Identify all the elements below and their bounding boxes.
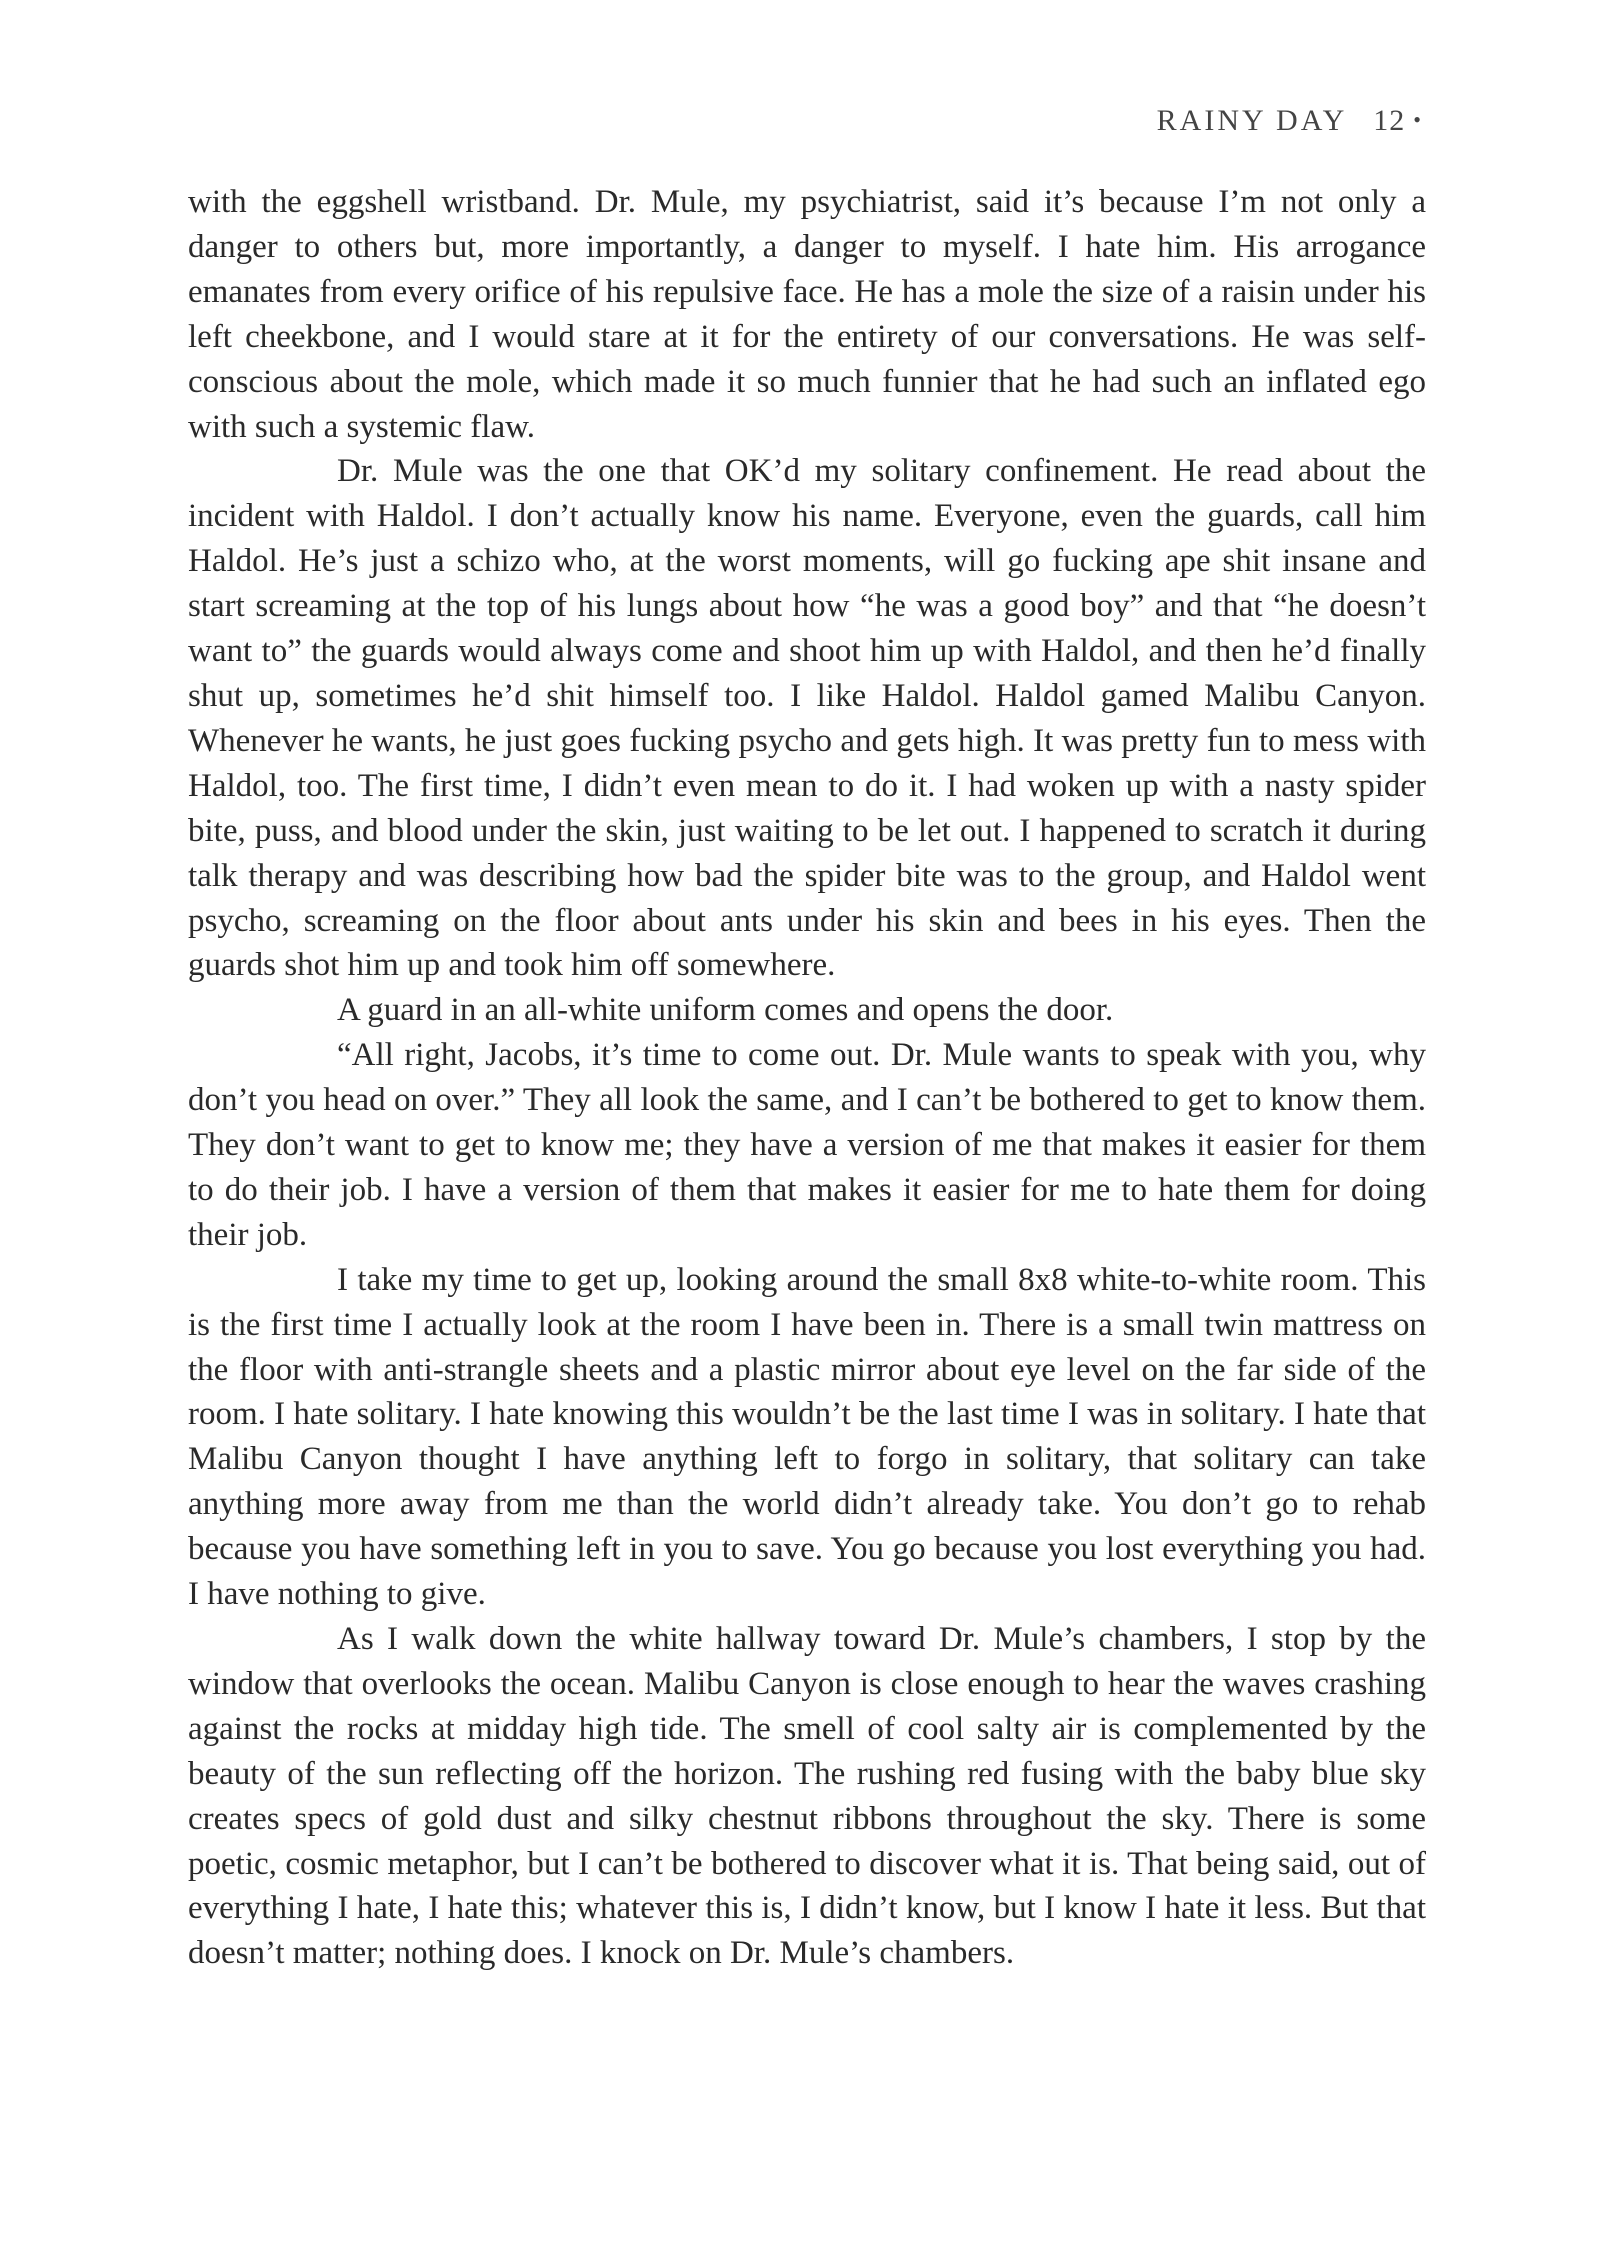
- paragraph: I take my time to get up, looking around the small 8x8 white-to-white room. This is the first time I actually look at the room I have been in. There is a small twin mattress on the floor with anti-strangle sheets and a plastic mirror about eye level on the far side of the room. I hate solitary. I hate knowing this wouldn’t be the last time I was in solitary. I hate that Malibu Canyon thought I have anything left to forgo in solitary, that solitary can take anything more away from me than the world didn’t already take. You don’t go to rehab because you have something left in you to save. You go because you lost everything you had. I have nothing to give.: [188, 1261, 1426, 1613]
- page-number: 12: [1373, 104, 1406, 137]
- bullet-ornament: •: [1413, 107, 1424, 132]
- paragraph: A guard in an all-white uniform comes and opens the door.: [337, 992, 1114, 1029]
- running-header: [1157, 104, 1424, 138]
- paragraph: As I walk down the white hallway toward Dr. Mule’s chambers, I stop by the window that overlooks the ocean. Malibu Canyon is close enough to hear the waves crashing against the rocks at midday high tide. The smell of cool salty air is complemented by the beauty of the sun reflecting off the horizon. The rushing red fusing with the baby blue sky creates specs of gold dust and silky chestnut ribbons throughout the sky. There is some poetic, cosmic metaphor, but I can’t be bothered to discover what it is. That being said, out of everything I hate, I hate this; whatever this is, I didn’t know, but I know I hate it less. But that doesn’t matter; nothing does. I knock on Dr. Mule’s chambers.: [188, 1621, 1426, 1972]
- running-header-title: RAINY DAY: [1156, 104, 1348, 137]
- paragraph: with the eggshell wristband. Dr. Mule, my psychiatrist, said it’s because I’m not only a danger to others but, more importantly, a danger to myself. I hate him. His arrogance emanates from every orifice of his repulsive face. He has a mole the size of a raisin under his left cheekbone, and I would stare at it for the entirety of our conversations. He was self-conscious about the mole, which made it so much funnier that he had such an inflated ego with such a systemic flaw.: [188, 184, 1426, 445]
- body-text: [188, 180, 1426, 1976]
- paragraph: Dr. Mule was the one that OK’d my solitary confinement. He read about the incident with Haldol. I don’t actually know his name. Everyone, even the guards, call him Haldol. He’s just a schizo who, at the worst moments, will go fucking ape shit insane and start screaming at the top of his lungs about how “he was a good boy” and that “he doesn’t want to” the guards would always come and shoot him up with Haldol, and then he’d finally shut up, sometimes he’d shit himself too. I like Haldol. Haldol gamed Malibu Canyon. Whenever he wants, he just goes fucking psycho and gets high. It was pretty fun to mess with Haldol, too. The first time, I didn’t even mean to do it. I had woken up with a nasty spider bite, puss, and blood under the skin, just waiting to be let out. I happened to scratch it during talk therapy and was describing how bad the spider bite was to the group, and Haldol went psycho, screaming on the floor about ants under his skin and bees in his eyes. Then the guards shot him up and took him off somewhere.: [188, 453, 1426, 984]
- paragraph: “All right, Jacobs, it’s time to come out. Dr. Mule wants to speak with you, why don’t you head on over.” They all look the same, and I can’t be bothered to get to know them. They don’t want to get to know me; they have a version of me that makes it easier for them to do their job. I have a version of them that makes it easier for me to hate them for doing their job.: [188, 1037, 1426, 1253]
